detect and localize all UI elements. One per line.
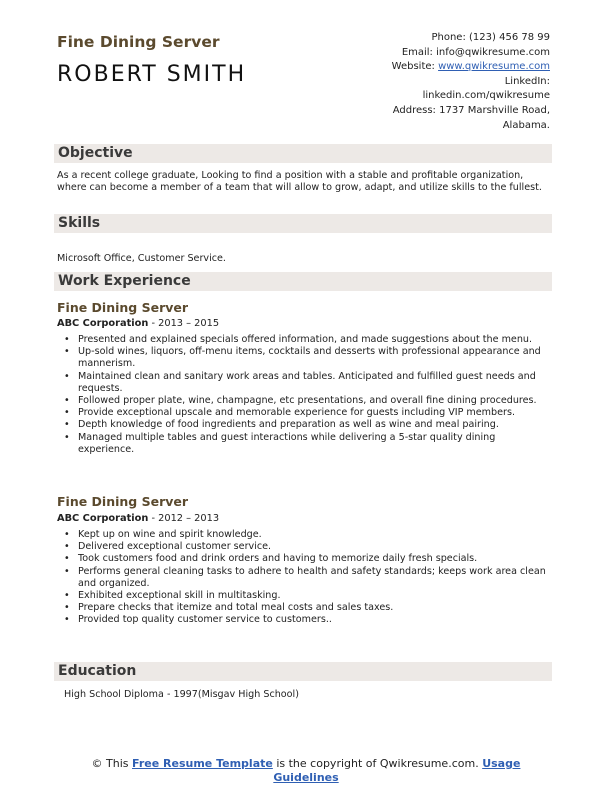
bullet-icon: • (64, 419, 70, 431)
list-item (64, 419, 548, 431)
experience-2-company-name: ABC Corporation (57, 513, 149, 524)
bullet-text: Managed multiple tables and guest interactions while delivering a 5-star quality dining experience. (78, 431, 496, 455)
list-item (64, 541, 548, 553)
address-label: Address: (392, 104, 436, 116)
work-experience-section-header (54, 272, 552, 291)
contact-website (300, 60, 550, 75)
bullet-icon: • (64, 395, 70, 407)
usage-guidelines-link[interactable]: Usage Guidelines (273, 757, 521, 784)
bullet-text: Kept up on wine and spirit knowledge. (78, 529, 262, 540)
phone-label: Phone: (431, 32, 466, 43)
bullet-icon: • (64, 541, 70, 553)
skills-text: Microsoft Office, Customer Service. (57, 253, 226, 264)
bullet-icon: • (64, 565, 70, 577)
list-item (64, 334, 548, 346)
free-resume-template-link[interactable]: Free Resume Template (132, 757, 273, 770)
work-experience-heading: Work Experience (58, 273, 191, 289)
bullet-icon: • (64, 346, 70, 358)
list-item (64, 590, 548, 602)
skills-heading: Skills (58, 215, 101, 231)
bullet-text: Prepare checks that itemize and total meal costs and sales taxes. (78, 602, 394, 614)
bullet-icon: • (64, 407, 70, 419)
list-item (64, 529, 548, 541)
contact-address-line2: Alabama. (502, 119, 550, 131)
bullet-text: Followed proper plate, wine, champagne, etc presentations, and overall fine dining procedures. (78, 395, 537, 407)
list-item (64, 346, 548, 370)
email-label: Email: (401, 46, 433, 58)
experience-2-period: - 2012 – 2013 (148, 513, 220, 524)
website-label: Website: (391, 61, 435, 73)
email-value: info@qwikresume.com (436, 46, 550, 58)
contact-address (300, 104, 550, 119)
objective-section-header (54, 144, 552, 163)
address-line1: 1737 Marshville Road, (439, 104, 550, 116)
bullet-text: Exhibited exceptional skill in multitasking. (78, 590, 281, 602)
experience-1-company (57, 318, 219, 329)
list-item (64, 432, 548, 456)
bullet-icon: • (64, 529, 70, 540)
bullet-text: Took customers food and drink orders and having to memorize daily fresh specials. (78, 553, 478, 565)
contact-linkedin-value: linkedin.com/qwikresume (422, 90, 550, 102)
footer-middle: is the copyright of Qwikresume.com. (272, 757, 483, 770)
list-item (64, 566, 548, 590)
experience-1-title: Fine Dining Server (57, 300, 189, 315)
experience-2-title: Fine Dining Server (57, 494, 189, 509)
contact-phone (300, 31, 550, 46)
contact-linkedin-label: LinkedIn: (504, 75, 550, 87)
bullet-text: Provided top quality customer service to customers.. (78, 614, 332, 626)
bullet-icon: • (64, 590, 70, 602)
education-heading: Education (58, 663, 137, 679)
footer-prefix: © This (91, 757, 133, 770)
list-item (64, 602, 548, 614)
bullet-text: Up-sold wines, liquors, off-menu items, cocktails and desserts with professional appearance and mannerism. (78, 346, 541, 370)
list-item (64, 395, 548, 407)
bullet-icon: • (64, 334, 70, 345)
website-link[interactable]: www.qwikresume.com (438, 61, 550, 73)
bullet-text: Delivered exceptional customer service. (78, 541, 272, 553)
bullet-text: Performs general cleaning tasks to adhere to health and safety standards; keeps work area clean and organized. (78, 565, 546, 589)
bullet-text: Presented and explained specials offered information, and made suggestions about the menu. (78, 334, 533, 345)
experience-2-company (57, 513, 219, 524)
bullet-text: Maintained clean and sanitary work areas and tables. Anticipated and fulfilled guest needs and requests. (78, 370, 536, 394)
experience-1-period: - 2013 – 2015 (148, 318, 220, 329)
education-text: High School Diploma - 1997(Misgav High School) (64, 689, 299, 700)
list-item (64, 371, 548, 395)
objective-text: As a recent college graduate, Looking to find a position with a stable and profitable organization, where can become a member of a team that will allow to grow, adapt, and utilize skills to the fullest. (57, 170, 542, 193)
education-section-header (54, 662, 552, 681)
bullet-icon: • (64, 553, 70, 565)
objective-heading: Objective (58, 145, 133, 161)
bullet-icon: • (64, 370, 70, 382)
bullet-text: Depth knowledge of food ingredients and preparation as well as wine and meal pairing. (78, 419, 499, 431)
bullet-icon: • (64, 431, 70, 443)
phone-value: (123) 456 78 99 (469, 32, 550, 43)
resume-person-name: ROBERT SMITH (57, 62, 247, 87)
contact-block (300, 31, 550, 133)
list-item (64, 614, 548, 626)
list-item (64, 407, 548, 419)
experience-1-company-name: ABC Corporation (57, 318, 149, 329)
list-item (64, 553, 548, 565)
bullet-icon: • (64, 614, 70, 626)
experience-2-bullets (64, 529, 548, 627)
contact-email (300, 46, 550, 61)
bullet-text: Provide exceptional upscale and memorable experience for guests including VIP members. (78, 407, 516, 419)
resume-job-title: Fine Dining Server (57, 33, 220, 51)
experience-1-bullets (64, 334, 548, 456)
bullet-icon: • (64, 602, 70, 614)
skills-section-header (54, 214, 552, 233)
copyright-footer (60, 757, 552, 785)
